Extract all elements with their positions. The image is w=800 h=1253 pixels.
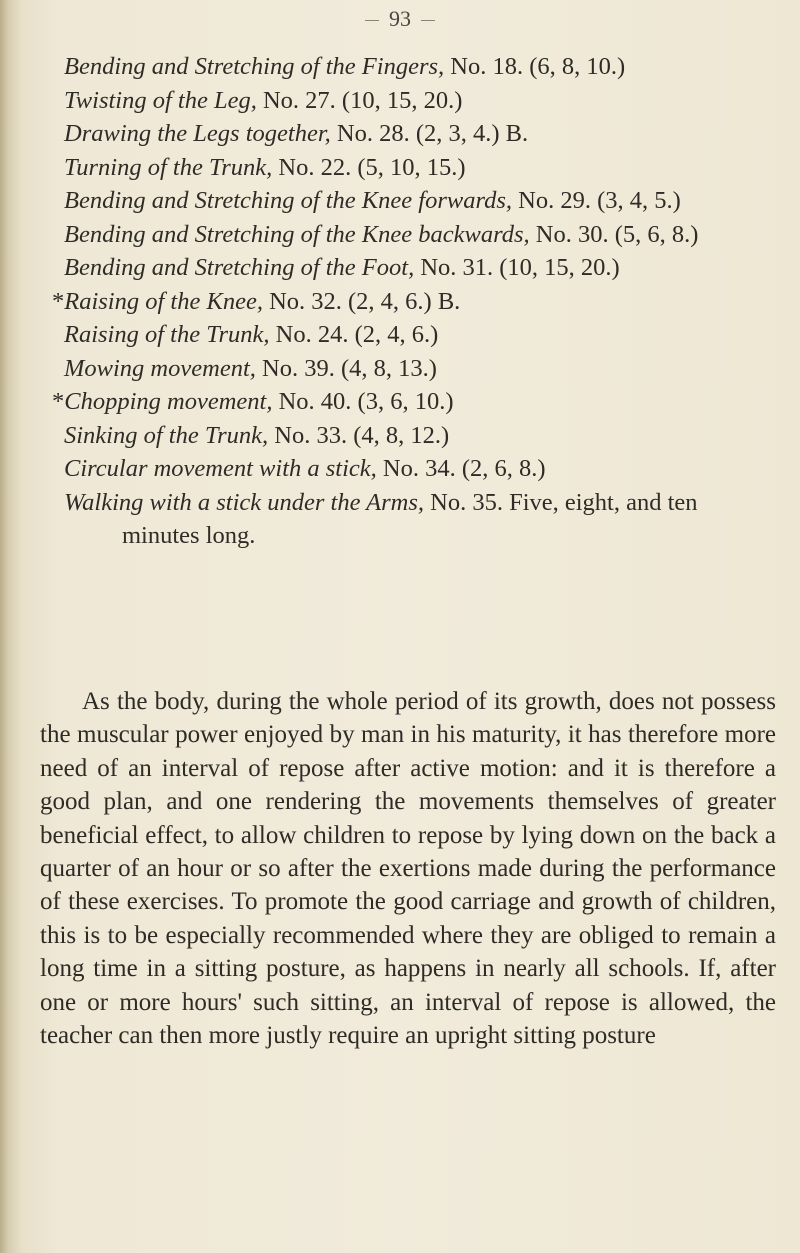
exercise-detail: No. 22. (5, 10, 15.) [272,153,466,181]
exercise-detail: No. 33. (4, 8, 12.) [268,421,450,449]
exercise-name: Bending and Stretching of the Knee backwards, [64,220,530,248]
exercise-detail: No. 40. (3, 6, 10.) [272,388,454,415]
exercise-entry [64,184,776,218]
exercise-detail: No. 18. (6, 8, 10.) [444,53,626,80]
exercise-name: Drawing the Legs together, [64,120,331,147]
exercise-detail: No. 35. Five, eight, and ten minutes long. [122,488,698,549]
body-paragraph: As the body, during the whole period of its growth, does not possess the muscular power enjoyed by man in his maturity, it has therefore more need of an interval of repose after active motion: and it is therefore a good plan, and one rendering the movements themselves of greater beneficial effect, to allow children to repose by lying down on the back a quarter of an hour or so after the exertions made during the performance of these exercises. To promote the good carriage and growth of children, this is to be especially recommended where they are obliged to remain a long time in a sitting posture, as happens in nearly all schools. If, after one or more hours' such sitting, an interval of repose is allowed, the teacher can then more justly require an upright sitting posture [40,688,776,1050]
exercise-detail: No. 24. (2, 4, 6.) [269,321,439,348]
exercise-entry [64,50,776,84]
exercise-name: Sinking of the Trunk, [64,421,269,449]
exercise-entry [64,84,776,118]
exercise-entry [64,486,776,553]
exercise-entry [64,419,776,453]
exercise-name: Bending and Stretching of the Foot, [64,254,415,281]
exercise-detail: No. 28. (2, 3, 4.) B. [330,120,529,147]
exercise-name: Raising of the Knee, [64,287,263,315]
exercise-detail: No. 31. (10, 15, 20.) [414,254,620,281]
exercise-detail: No. 34. (2, 6, 8.) [376,455,546,482]
exercise-entry [64,251,776,285]
exercise-detail: No. 30. (5, 6, 8.) [529,220,699,248]
exercise-name: Turning of the Trunk, [64,153,273,181]
exercise-name: Bending and Stretching of the Knee forwards, [64,187,512,214]
exercise-entry [52,385,776,419]
exercise-entry [64,352,776,386]
page-number: 93 [0,6,800,32]
exercise-entry [64,218,776,252]
exercise-entry [64,452,776,486]
exercise-entry [64,117,776,151]
exercise-entry [52,285,776,319]
exercise-name: Walking with a stick under the Arms, [64,488,424,516]
exercise-detail: No. 29. (3, 4, 5.) [512,187,681,214]
exercise-entry [64,151,776,185]
exercise-detail: No. 27. (10, 15, 20.) [256,86,463,114]
exercise-list [52,50,776,553]
exercise-name: Bending and Stretching of the Fingers, [64,53,445,80]
asterisk-mark: * [52,287,65,315]
exercise-detail: No. 39. (4, 8, 13.) [255,354,437,382]
exercise-name: Chopping movement, [64,388,273,415]
exercise-name: Mowing movement, [64,354,256,382]
exercise-name: Circular movement with a stick, [64,455,377,482]
exercise-detail: No. 32. (2, 4, 6.) B. [262,287,461,315]
exercise-name: Twisting of the Leg, [64,86,257,114]
exercise-entry [64,318,776,352]
asterisk-mark: * [52,388,65,415]
exercise-name: Raising of the Trunk, [64,321,270,348]
